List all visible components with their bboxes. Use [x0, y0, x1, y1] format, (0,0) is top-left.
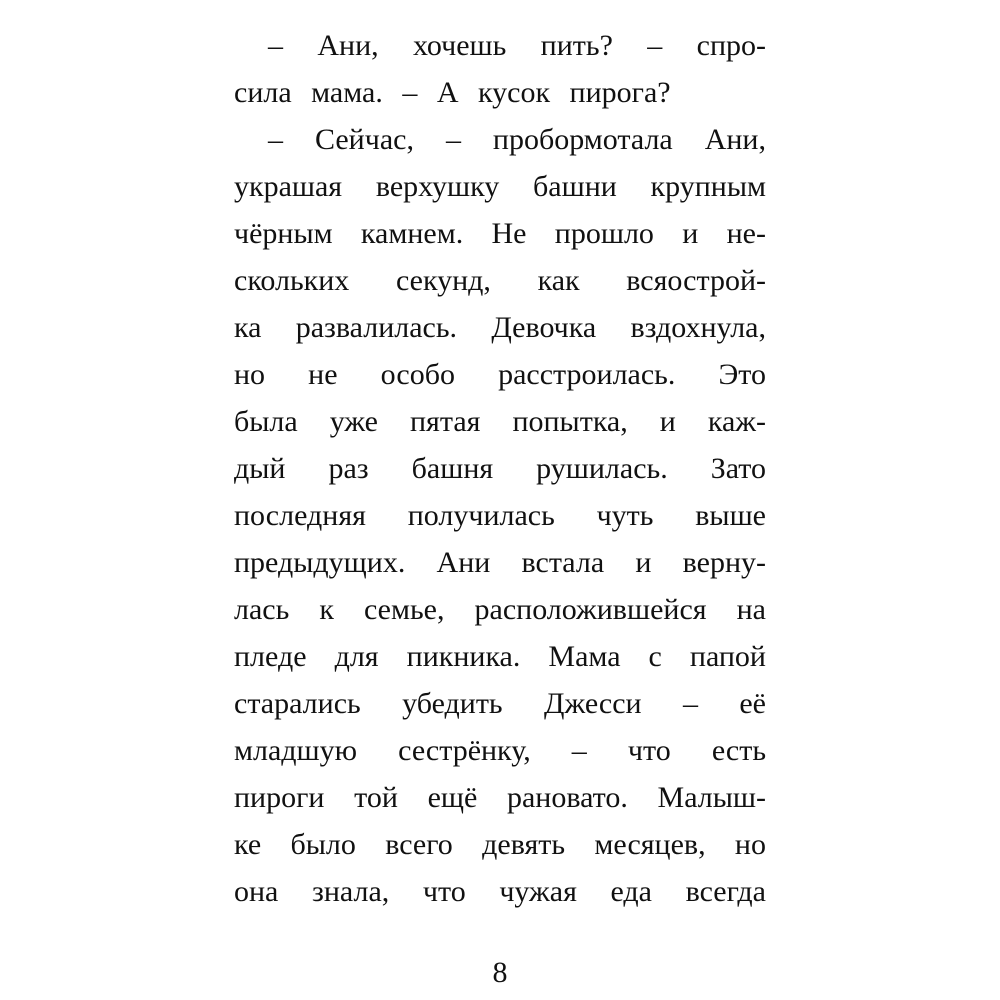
text-line-6 [234, 257, 766, 304]
text-line-16 [234, 727, 766, 774]
body-text [234, 22, 766, 915]
text-line-13 [234, 586, 766, 633]
text-line-3 [234, 116, 766, 163]
text-line-19-content: она знала, что чужая еда всегда [234, 875, 766, 908]
page-number: 8 [492, 956, 508, 989]
text-line-6-content: скольких секунд, как всяострой- [234, 264, 766, 297]
text-line-4 [234, 163, 766, 210]
text-line-11 [234, 492, 766, 539]
text-line-2 [234, 69, 766, 116]
text-line-18 [234, 821, 766, 868]
text-line-12-content: предыдущих. Ани встала и верну- [234, 546, 766, 579]
text-line-4-content: украшая верхушку башни крупным [234, 170, 766, 203]
text-line-10 [234, 445, 766, 492]
text-line-12 [234, 539, 766, 586]
text-line-1 [234, 22, 766, 69]
text-line-5 [234, 210, 766, 257]
text-line-8-content: но не особо расстроилась. Это [234, 358, 766, 391]
text-line-15 [234, 680, 766, 727]
text-line-14-content: пледе для пикника. Мама с папой [234, 640, 766, 673]
text-line-15-content: старались убедить Джесси – её [234, 687, 766, 720]
text-line-14 [234, 633, 766, 680]
text-line-1-content: – Ани, хочешь пить? – спро- [268, 29, 766, 62]
text-line-11-content: последняя получилась чуть выше [234, 499, 766, 532]
text-line-7 [234, 304, 766, 351]
text-line-19 [234, 868, 766, 915]
text-line-9-content: была уже пятая попытка, и каж- [234, 405, 766, 438]
text-line-2-content: сила мама. – А кусок пирога? [234, 76, 671, 109]
text-line-18-content: ке было всего девять месяцев, но [234, 828, 766, 861]
text-line-17-content: пироги той ещё рановато. Малыш- [234, 781, 766, 814]
text-line-10-content: дый раз башня рушилась. Зато [234, 452, 766, 485]
text-line-9 [234, 398, 766, 445]
text-line-5-content: чёрным камнем. Не прошло и не- [234, 217, 766, 250]
text-line-16-content: младшую сестрёнку, – что есть [234, 734, 766, 767]
text-line-17 [234, 774, 766, 821]
text-line-7-content: ка развалилась. Девочка вздохнула, [234, 311, 766, 344]
text-line-8 [234, 351, 766, 398]
text-line-3-content: – Сейчас, – пробормотала Ани, [268, 123, 766, 156]
text-line-13-content: лась к семье, расположившейся на [234, 593, 766, 626]
